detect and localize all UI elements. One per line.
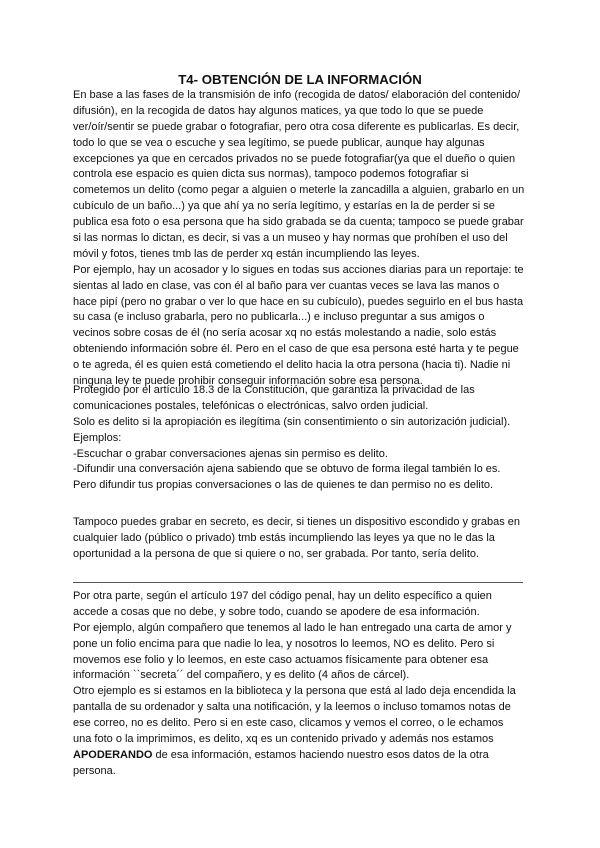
paragraph-articulo-197-lines: [73, 589, 533, 748]
text-line: comunicaciones postales, telefónicas o electrónicas, salvo orden judicial.: [73, 399, 429, 412]
text-line: En base a las fases de la transmisión de info (recogida de datos/ elaboración del contenido/: [73, 89, 521, 101]
text-line: todo lo que se vea o escuche y sea legítimo, se puede publicar, aunque hay algunas: [73, 136, 485, 149]
text-line: Pero difundir tus propias conversaciones o las de quienes te dan permiso no es delito.: [73, 479, 494, 492]
text-line: información ``secreta´´ del compañero, y es delito (4 años de cárcel).: [73, 669, 410, 682]
text-line-bold: [73, 748, 533, 764]
text-line: Por ejemplo, hay un acosador y lo sigues en todas sus acciones diarias para un reportaje: te: [73, 263, 524, 276]
text-line: hace pipí (pero no grabar o ver lo que hace en su cubículo), puedes seguirlo en el bus hasta: [73, 295, 524, 308]
text-line: ninguna ley te puede prohibir conseguir información sobre esa persona.: [73, 375, 423, 388]
bold-word: APODERANDO: [73, 748, 153, 761]
text-line: una foto o la imprimimos, es delito, xq es un contenido privado y además nos estamos: [73, 733, 494, 746]
text-line: su casa (e incluso grabarla, pero no publicarla...) e incluso preguntar a sus amigos o: [73, 311, 485, 324]
text-line: Ejemplos:: [73, 431, 122, 444]
text-line: publica esa foto o esa persona que ha sido grabada se da cuenta; tampoco se puede grabar: [73, 216, 524, 229]
text-line: -Escuchar o grabar conversaciones ajenas sin permiso es delito.: [73, 447, 388, 460]
text-line: persona.: [73, 764, 116, 777]
text-line: Solo es delito si la apropiación es ilegítima (sin consentimiento o sin autorización judicial).: [73, 415, 511, 428]
text-line: obteniendo información sobre él. Pero en el caso de que esa persona esté harta y te pegue: [73, 343, 519, 356]
paragraph-fases-transmision: [73, 88, 533, 390]
text-line: sientas al lado en clase, vas con él al baño para ver cuantas veces se lava las manos o: [73, 279, 500, 292]
text-line: accede a cosas que no debe, y sobre todo, cuando se apodere de esa información.: [73, 605, 480, 618]
text-line: o te agreda, él es quien está cometiendo el delito hacia la otra persona (hacia ti). Nadie ni: [73, 359, 511, 372]
text-line: ese correo, no es delito. Pero si en este caso, clicamos y vemos el correo, o le echamos: [73, 717, 504, 730]
paragraph-grabar-secreto: [73, 515, 533, 563]
text-line: oportunidad a la persona de que si quiere o no, ser grabada. Por tanto, sería delito.: [73, 547, 480, 560]
line-continuation: de esa información, estamos haciendo nuestro esos datos de la otra: [152, 748, 489, 761]
text-line: Protegido por el artículo 18.3 de la Constitución, que garantiza la privacidad de las: [73, 384, 475, 396]
text-line: pone un folio encima para que nadie lo lea, y nosotros lo leemos, NO es delito. Pero si: [73, 637, 495, 650]
text-line: cualquier lado (público o privado) tmb estás incumpliendo las leyes ya que no le das la: [73, 531, 495, 544]
text-line: Por otra parte, según el artículo 197 del código penal, hay un delito específico a quien: [73, 590, 492, 602]
text-line: vecinos sobre cosas de él (no sería acosar xq no estás molestando a nadie, solo estás: [73, 327, 497, 340]
text-line: ver/oír/sentir se puede grabar o fotografiar, pero otra cosa diferente es publicarlas. Es decir,: [73, 120, 520, 133]
text-line: Otro ejemplo es si estamos en la biblioteca y la persona que está al lado deja encendida la: [73, 685, 516, 698]
text-line: difusión), en la recogida de datos hay algunos matices, ya que todo lo que se puede: [73, 104, 484, 117]
page-title: T4- OBTENCIÓN DE LA INFORMACIÓN: [178, 72, 422, 87]
text-line: Por ejemplo, algún compañero que tenemos al lado le han entregado una carta de amor y: [73, 621, 512, 634]
paragraph-articulo-197: [73, 589, 533, 780]
text-line: móvil y fotos, tienes tmb las de perder xq están incumpliendo las leyes.: [73, 247, 420, 260]
text-line: excepciones ya que en cercados privados no se puede fotografiar(ya que el dueño o quien: [73, 152, 516, 165]
paragraph-articulo-18-3: [73, 383, 533, 494]
text-line: movemos ese folio y lo leemos, en este caso actuamos físicamente para obtener esa: [73, 653, 489, 666]
text-line: cubículo de un baño...) ya que ahí ya no sería legítimo, y estarías en la de perder si se: [73, 200, 495, 213]
horizontal-divider: [73, 582, 523, 583]
text-line: Tampoco puedes grabar en secreto, es decir, si tienes un dispositivo escondido y grabas en: [73, 516, 520, 528]
text-line: controla ese espacio es quien dicta sus normas), tampoco podemos fotografiar si: [73, 168, 469, 181]
text-line: -Difundir una conversación ajena sabiendo que se obtuvo de forma ilegal también lo es.: [73, 463, 501, 476]
text-line: cometemos un delito (como pegar a alguien o meterle la zancadilla a alguien, grabarlo en un: [73, 184, 525, 197]
text-line: pantalla de su ordenador y salta una notificación, y la leemos o incluso tomamos notas de: [73, 701, 511, 714]
text-line: si las normas lo dictan, es decir, si vas a un museo y hay normas que prohíben el uso del: [73, 232, 508, 245]
